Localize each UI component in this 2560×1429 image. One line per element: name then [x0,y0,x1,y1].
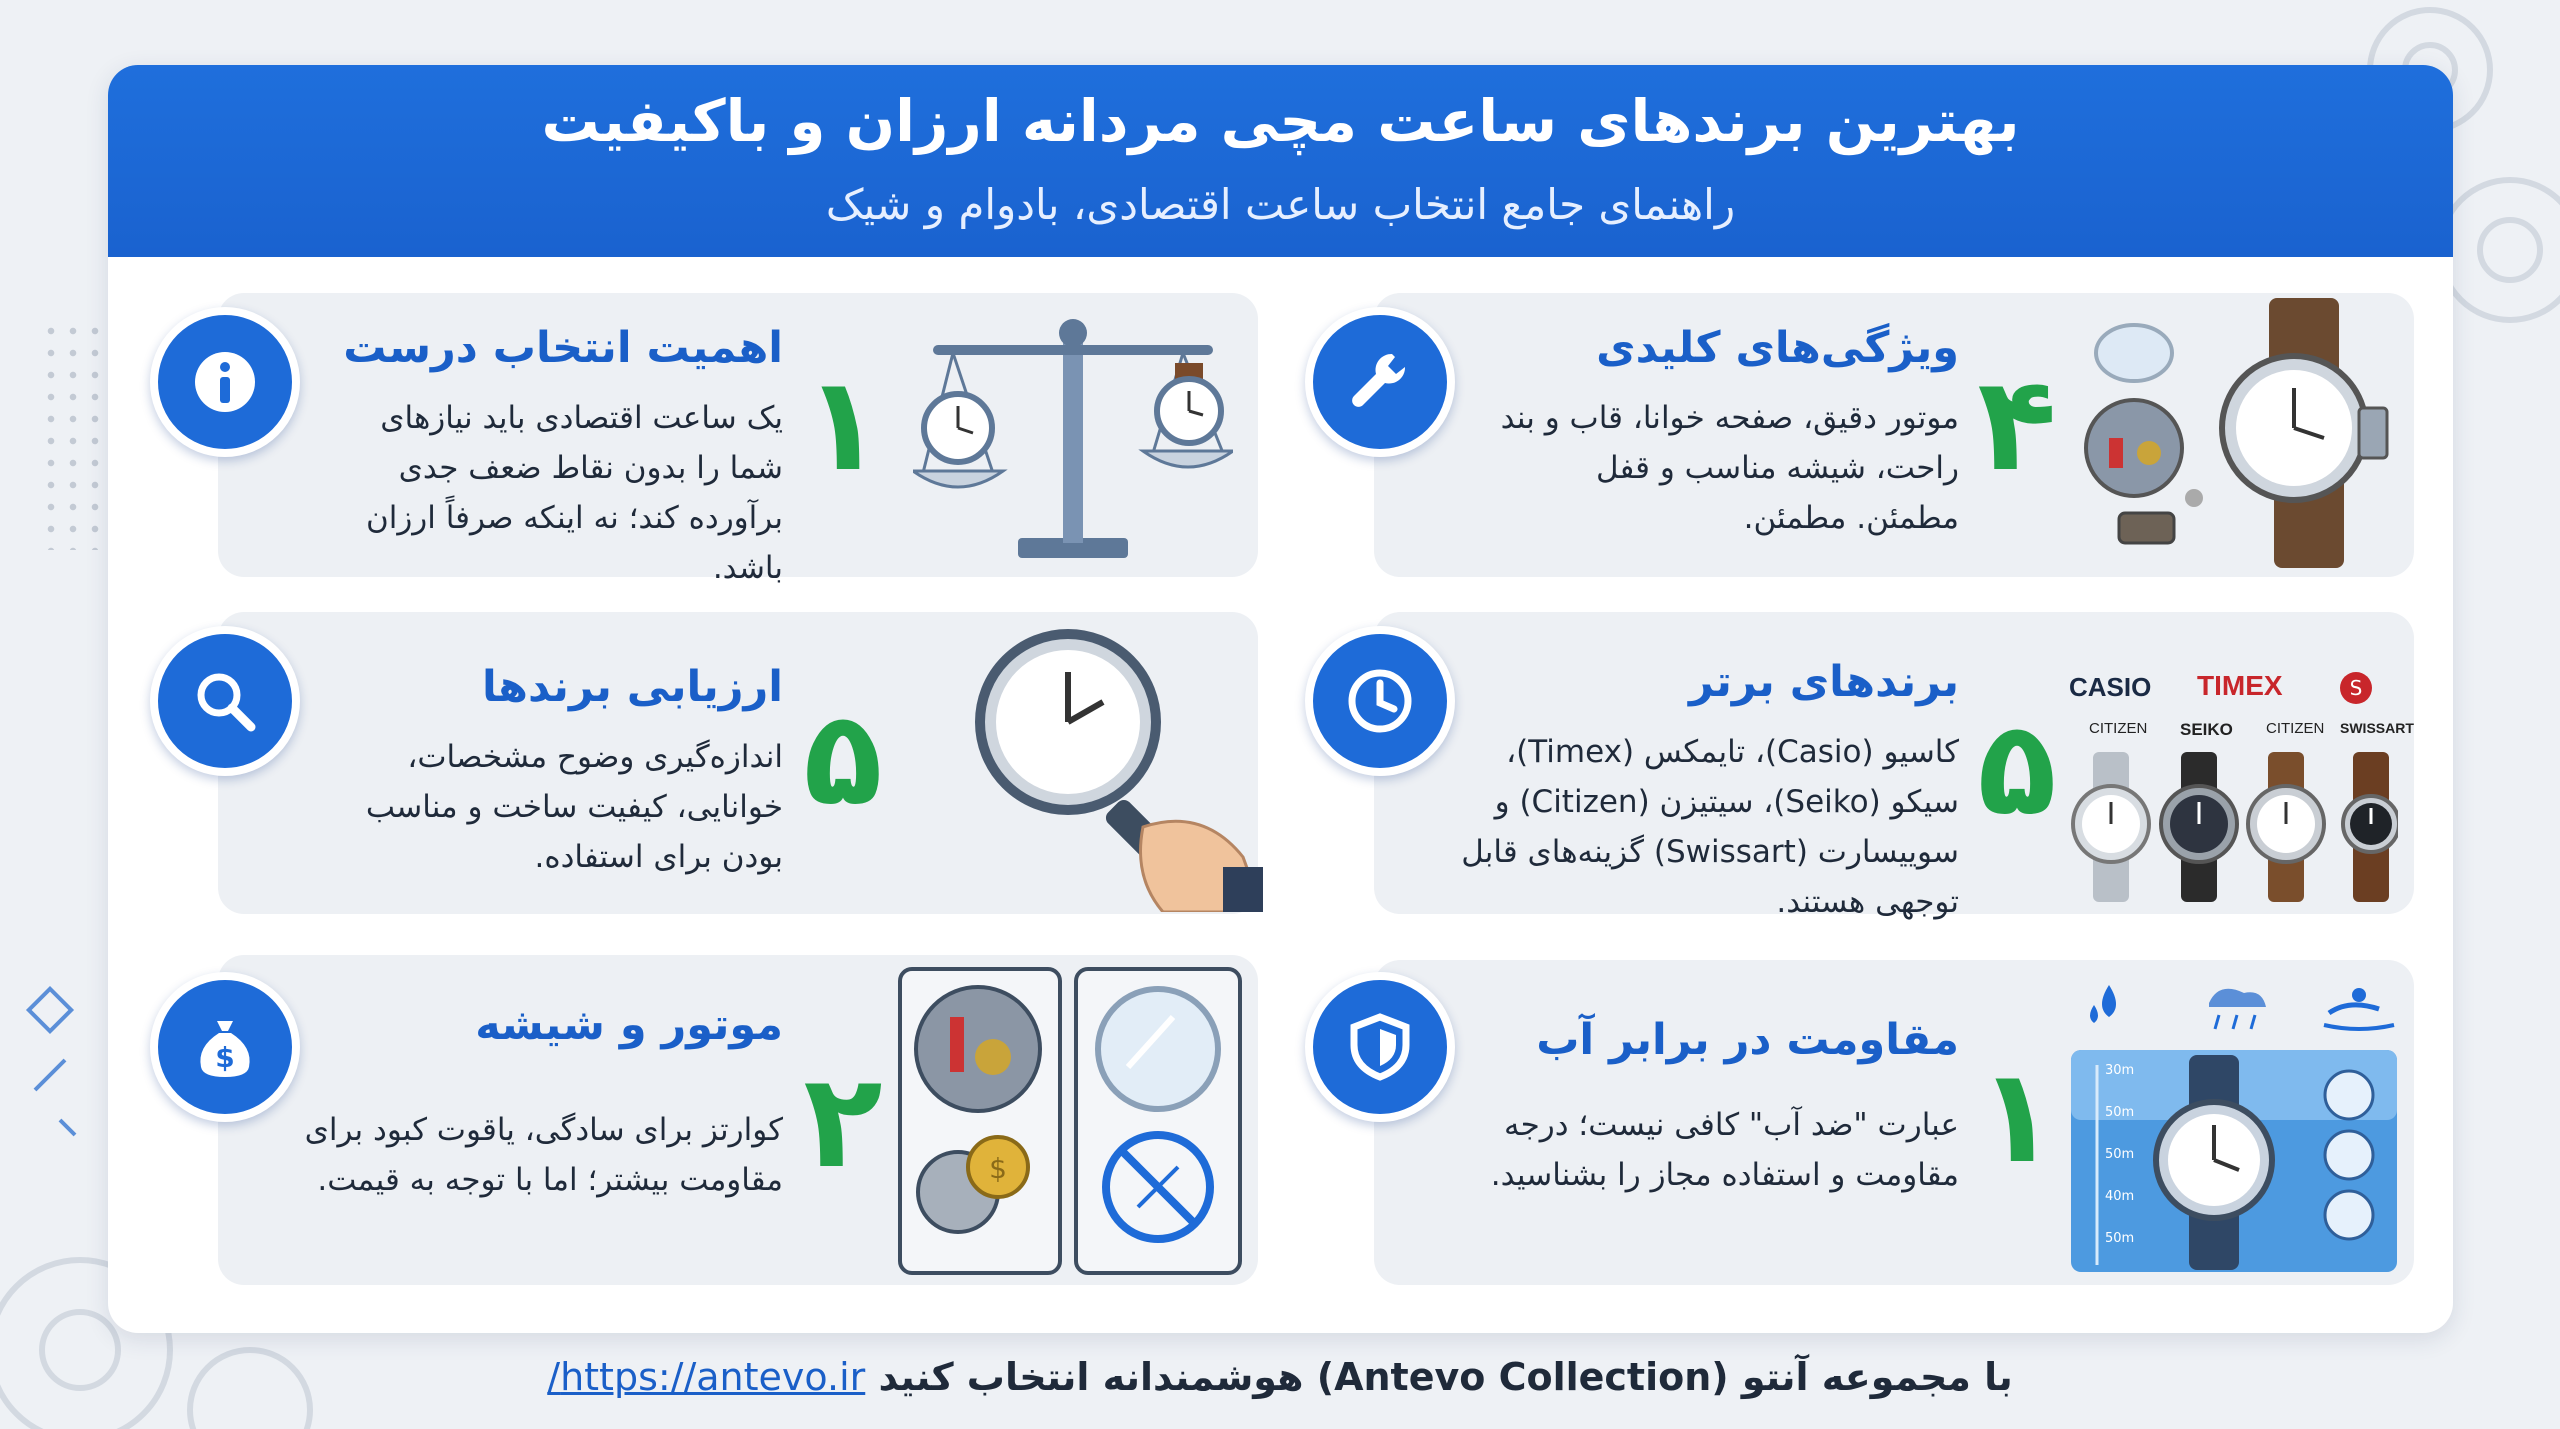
panel-number: ۵ [803,682,883,834]
panel-movement-glass [218,955,1258,1285]
panel-text: کوارتز برای سادگی، یاقوت کبود برای مقاومت بیشتر؛ اما با توجه به قیمت. [304,1112,783,1198]
panel-number: ۵ [1977,692,2057,844]
header-banner [108,65,2453,257]
footer [0,1355,2560,1399]
watch-parts-illustration [2074,298,2404,573]
panel-number: ۱ [1977,1040,2057,1192]
diamond-decoration [20,980,90,1150]
search-icon [150,626,300,776]
panel-number: ۱ [803,348,883,500]
panel-title: مقاومت در برابر آب [1536,1015,1959,1065]
depth-label: 50m [2105,1105,2135,1120]
brand-logo-citizen: CITIZEN [2089,720,2148,737]
depth-label: 50m [2105,1231,2135,1246]
watch-lineup-illustration [2068,752,2398,902]
svg-text:$: $ [215,1041,235,1074]
panel-text: اندازه‌گیری وضوح مشخصات، خوانایی، کیفیت ساخت و مناسب بودن برای استفاده. [365,739,783,875]
depth-label: 30m [2105,1063,2135,1078]
wrench-icon [1305,307,1455,457]
panel-title: ارزیابی برندها [482,662,783,712]
panel-water-resistance [1374,960,2414,1285]
infographic-card [108,65,2453,1333]
panel-text: موتور دقیق، صفحه خوانا، قاب و بند راحت، شیشه مناسب و قفل مطمئن. مطمئن. [1500,400,1959,536]
svg-text:$: $ [989,1152,1007,1185]
shield-icon [1305,972,1455,1122]
panel-text: یک ساعت اقتصادی باید نیازهای شما را بدون نقاط ضعف جدی برآورده کند؛ نه اینکه صرفاً ارزان باشد. [365,400,783,586]
water-resistance-illustration [2069,975,2399,1275]
brand-logo-swissart: SWISSART [2340,720,2414,736]
panel-importance [218,293,1258,586]
panel-title: اهمیت انتخاب درست [343,323,783,373]
balance-scale-illustration [913,303,1233,573]
info-icon [150,307,300,457]
swissart-logo-icon [2338,670,2374,706]
brand-logo-timex: TIMEX [2197,670,2283,701]
depth-label: 50m [2105,1147,2135,1162]
movement-glass-illustration [898,967,1243,1275]
footer-text: با مجموعه آنتو (Antevo Collection) هوشمندانه انتخاب کنید [878,1355,2013,1399]
brand-logo-citizen-2: CITIZEN [2266,720,2325,737]
panel-title: برندهای برتر [1688,657,1959,707]
panel-top-brands [1374,612,2414,920]
brand-logo-casio: CASIO [2069,672,2152,702]
page-title: بهترین برندهای ساعت مچی مردانه ارزان و باکیفیت [541,87,2020,155]
footer-link[interactable]: https://antevo.ir/ [547,1355,866,1399]
panel-number: ۴ [1977,348,2057,500]
panel-evaluation [218,612,1258,914]
panel-text: عبارت "ضد آب" کافی نیست؛ درجه مقاومت و استفاده مجاز را بشناسید. [1490,1107,1959,1193]
page-subtitle: راهنمای جامع انتخاب ساعت اقتصادی، بادوام و شیک [825,180,1736,229]
svg-text:S: S [2349,676,2363,700]
clock-icon [1305,626,1455,776]
panel-title: ویژگی‌های کلیدی [1596,323,1959,373]
panel-number: ۲ [803,1045,883,1197]
magnifier-clock-illustration [973,627,1263,912]
depth-label: 40m [2105,1189,2135,1204]
panel-title: موتور و شیشه [475,1000,783,1050]
brand-logo-seiko: SEIKO [2180,720,2233,739]
money-bag-icon [150,972,300,1122]
panel-features [1374,293,2414,577]
panel-text: کاسیو (Casio)، تایمکس (Timex)، سیکو (Seiko)، سیتیزن (Citizen) و سوییسارت (Swissart) گزینه‌های قابل توجهی هستند. [1461,734,1959,920]
